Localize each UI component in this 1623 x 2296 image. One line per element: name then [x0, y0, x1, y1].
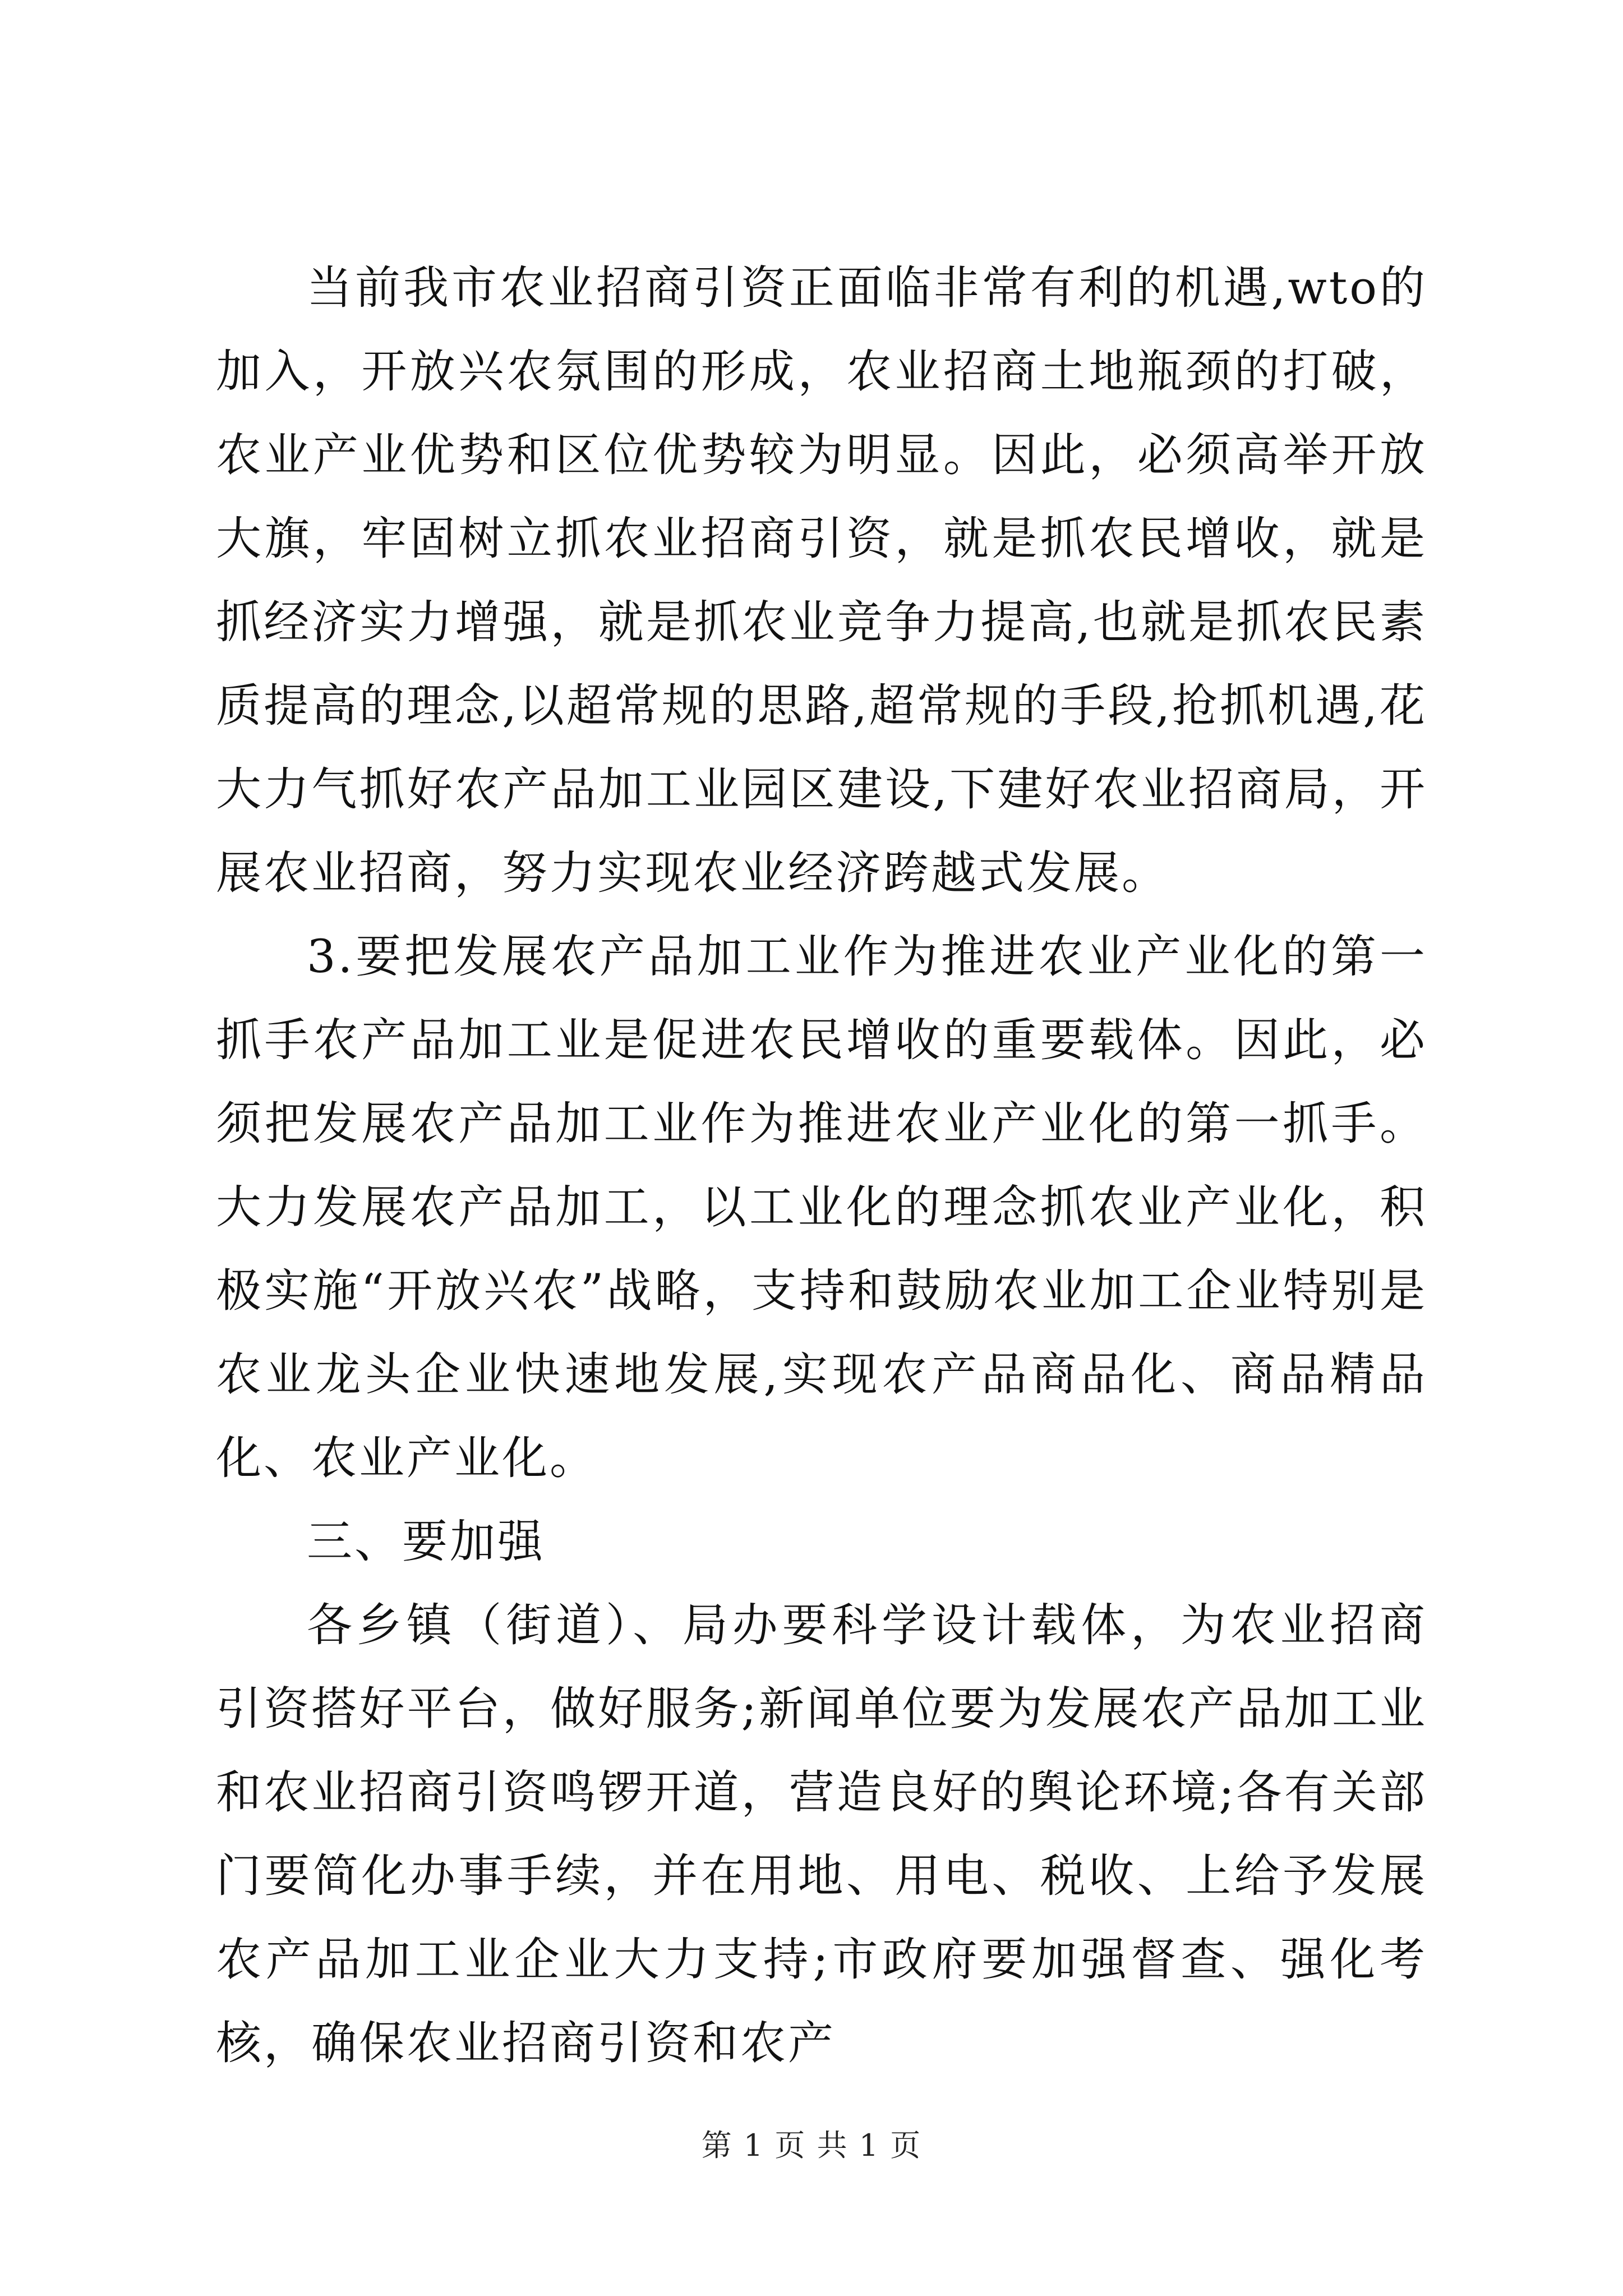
paragraph-processing-industry: 3.要把发展农产品加工业作为推进农业产业化的第一抓手农产品加工业是促进农民增收的重要载体。因此，必须把发展农产品加工业作为推进农业产业化的第一抓手。大力发展农产品加工，以工业化的理念抓农业产业化，积极实施“开放兴农”战略，支持和鼓励农业加工企业特别是农业龙头企业快速地发展,实现农产品商品化、商品精品化、农业产业化。	[216, 931, 1427, 1485]
document-body	[216, 247, 1427, 2086]
paragraph-opportunity: 当前我市农业招商引资正面临非常有利的机遇,wto的加入，开放兴农氛围的形成，农业招商土地瓶颈的打破，农业产业优势和区位优势较为明显。因此，必须高举开放大旗，牢固树立抓农业招商引资，就是抓农民增收，就是抓经济实力增强，就是抓农业竞争力提高,也就是抓农民素质提高的理念,以超常规的思路,超常规的手段,抢抓机遇,花大力气抓好农产品加工业园区建设,下建好农业招商局，开展农业招商，努力实现农业经济跨越式发展。	[216, 262, 1427, 900]
page-footer: 第 1 页 共 1 页	[701, 2128, 922, 2163]
section-heading: 三、要加强	[307, 1516, 546, 1568]
paragraph-support-measures: 各乡镇（街道）、局办要科学设计载体，为农业招商引资搭好平台，做好服务;新闻单位要为发展农产品加工业和农业招商引资鸣锣开道，营造良好的舆论环境;各有关部门要简化办事手续，并在用地、用电、税收、上给予发展农产品加工业企业大力支持;市政府要加强督查、强化考核，确保农业招商引资和农产	[216, 1599, 1427, 2070]
